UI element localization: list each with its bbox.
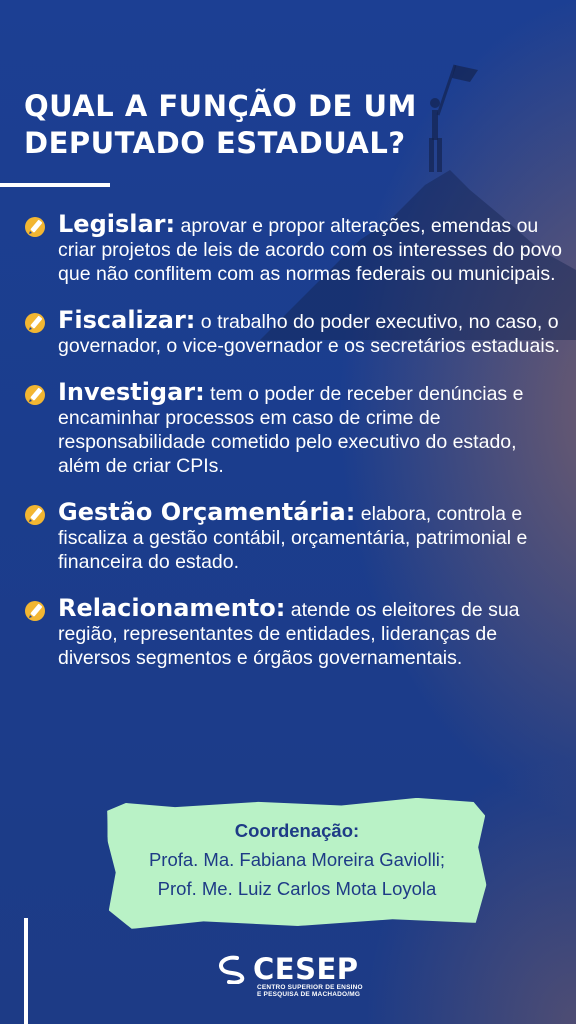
list-item-gestao-orcamentaria (24, 500, 564, 574)
list-item-relacionamento (24, 596, 564, 670)
item-term: Legislar: (58, 210, 176, 238)
list-item-fiscalizar (24, 308, 564, 358)
functions-list (24, 212, 564, 670)
item-text: tem o poder de receber denúncias e encaminhar processos em caso de crime de responsabilidade cometido pelo executivo do estado, além de criar CPIs. (58, 383, 524, 477)
item-term: Investigar: (58, 378, 205, 406)
list-item-legislar (24, 212, 564, 286)
logo-subtitle-2: E PESQUISA DE MACHADO/MG (257, 991, 361, 998)
item-term: Fiscalizar: (58, 306, 196, 334)
list-item-investigar (24, 380, 564, 478)
item-term: Relacionamento: (58, 594, 286, 622)
item-text: atende os eleitores de sua região, representantes de entidades, lideranças de diversos segmentos e órgãos governamentais. (58, 599, 520, 669)
logo-subtitle-1: CENTRO SUPERIOR DE ENSINO (257, 984, 363, 991)
page-title: QUAL A FUNÇÃO DE UM DEPUTADO ESTADUAL? (24, 89, 417, 160)
cesep-swoosh-logo (215, 954, 255, 984)
item-text: o trabalho do poder executivo, no caso, o governador, o vice-governador e os secretários estaduais. (58, 311, 560, 357)
pencil-circle-icon (24, 504, 46, 526)
item-term: Gestão Orçamentária: (58, 498, 356, 526)
coordination-line-1: Profa. Ma. Fabiana Moreira Gaviolli; (148, 849, 446, 870)
pencil-circle-icon (24, 600, 46, 622)
pencil-circle-icon (24, 216, 46, 238)
decorative-rule (24, 918, 28, 1024)
logo-name: CESEP (253, 952, 359, 986)
title-underline (0, 183, 110, 187)
coordination-line-2: Prof. Me. Luiz Carlos Mota Loyola (157, 878, 437, 899)
pencil-circle-icon (24, 312, 46, 334)
item-text: elabora, controla e fiscaliza a gestão contábil, orçamentária, patrimonial e financeira do estado. (58, 503, 528, 573)
coordination-note (108, 816, 486, 903)
coordination-heading: Coordenação: (234, 820, 360, 841)
item-text: aprovar e propor alterações, emendas ou criar projetos de leis de acordo com os interesses do povo que não conflitem com as normas federais ou municipais. (58, 215, 563, 285)
cesep-logo (215, 950, 385, 1000)
pencil-circle-icon (24, 384, 46, 406)
